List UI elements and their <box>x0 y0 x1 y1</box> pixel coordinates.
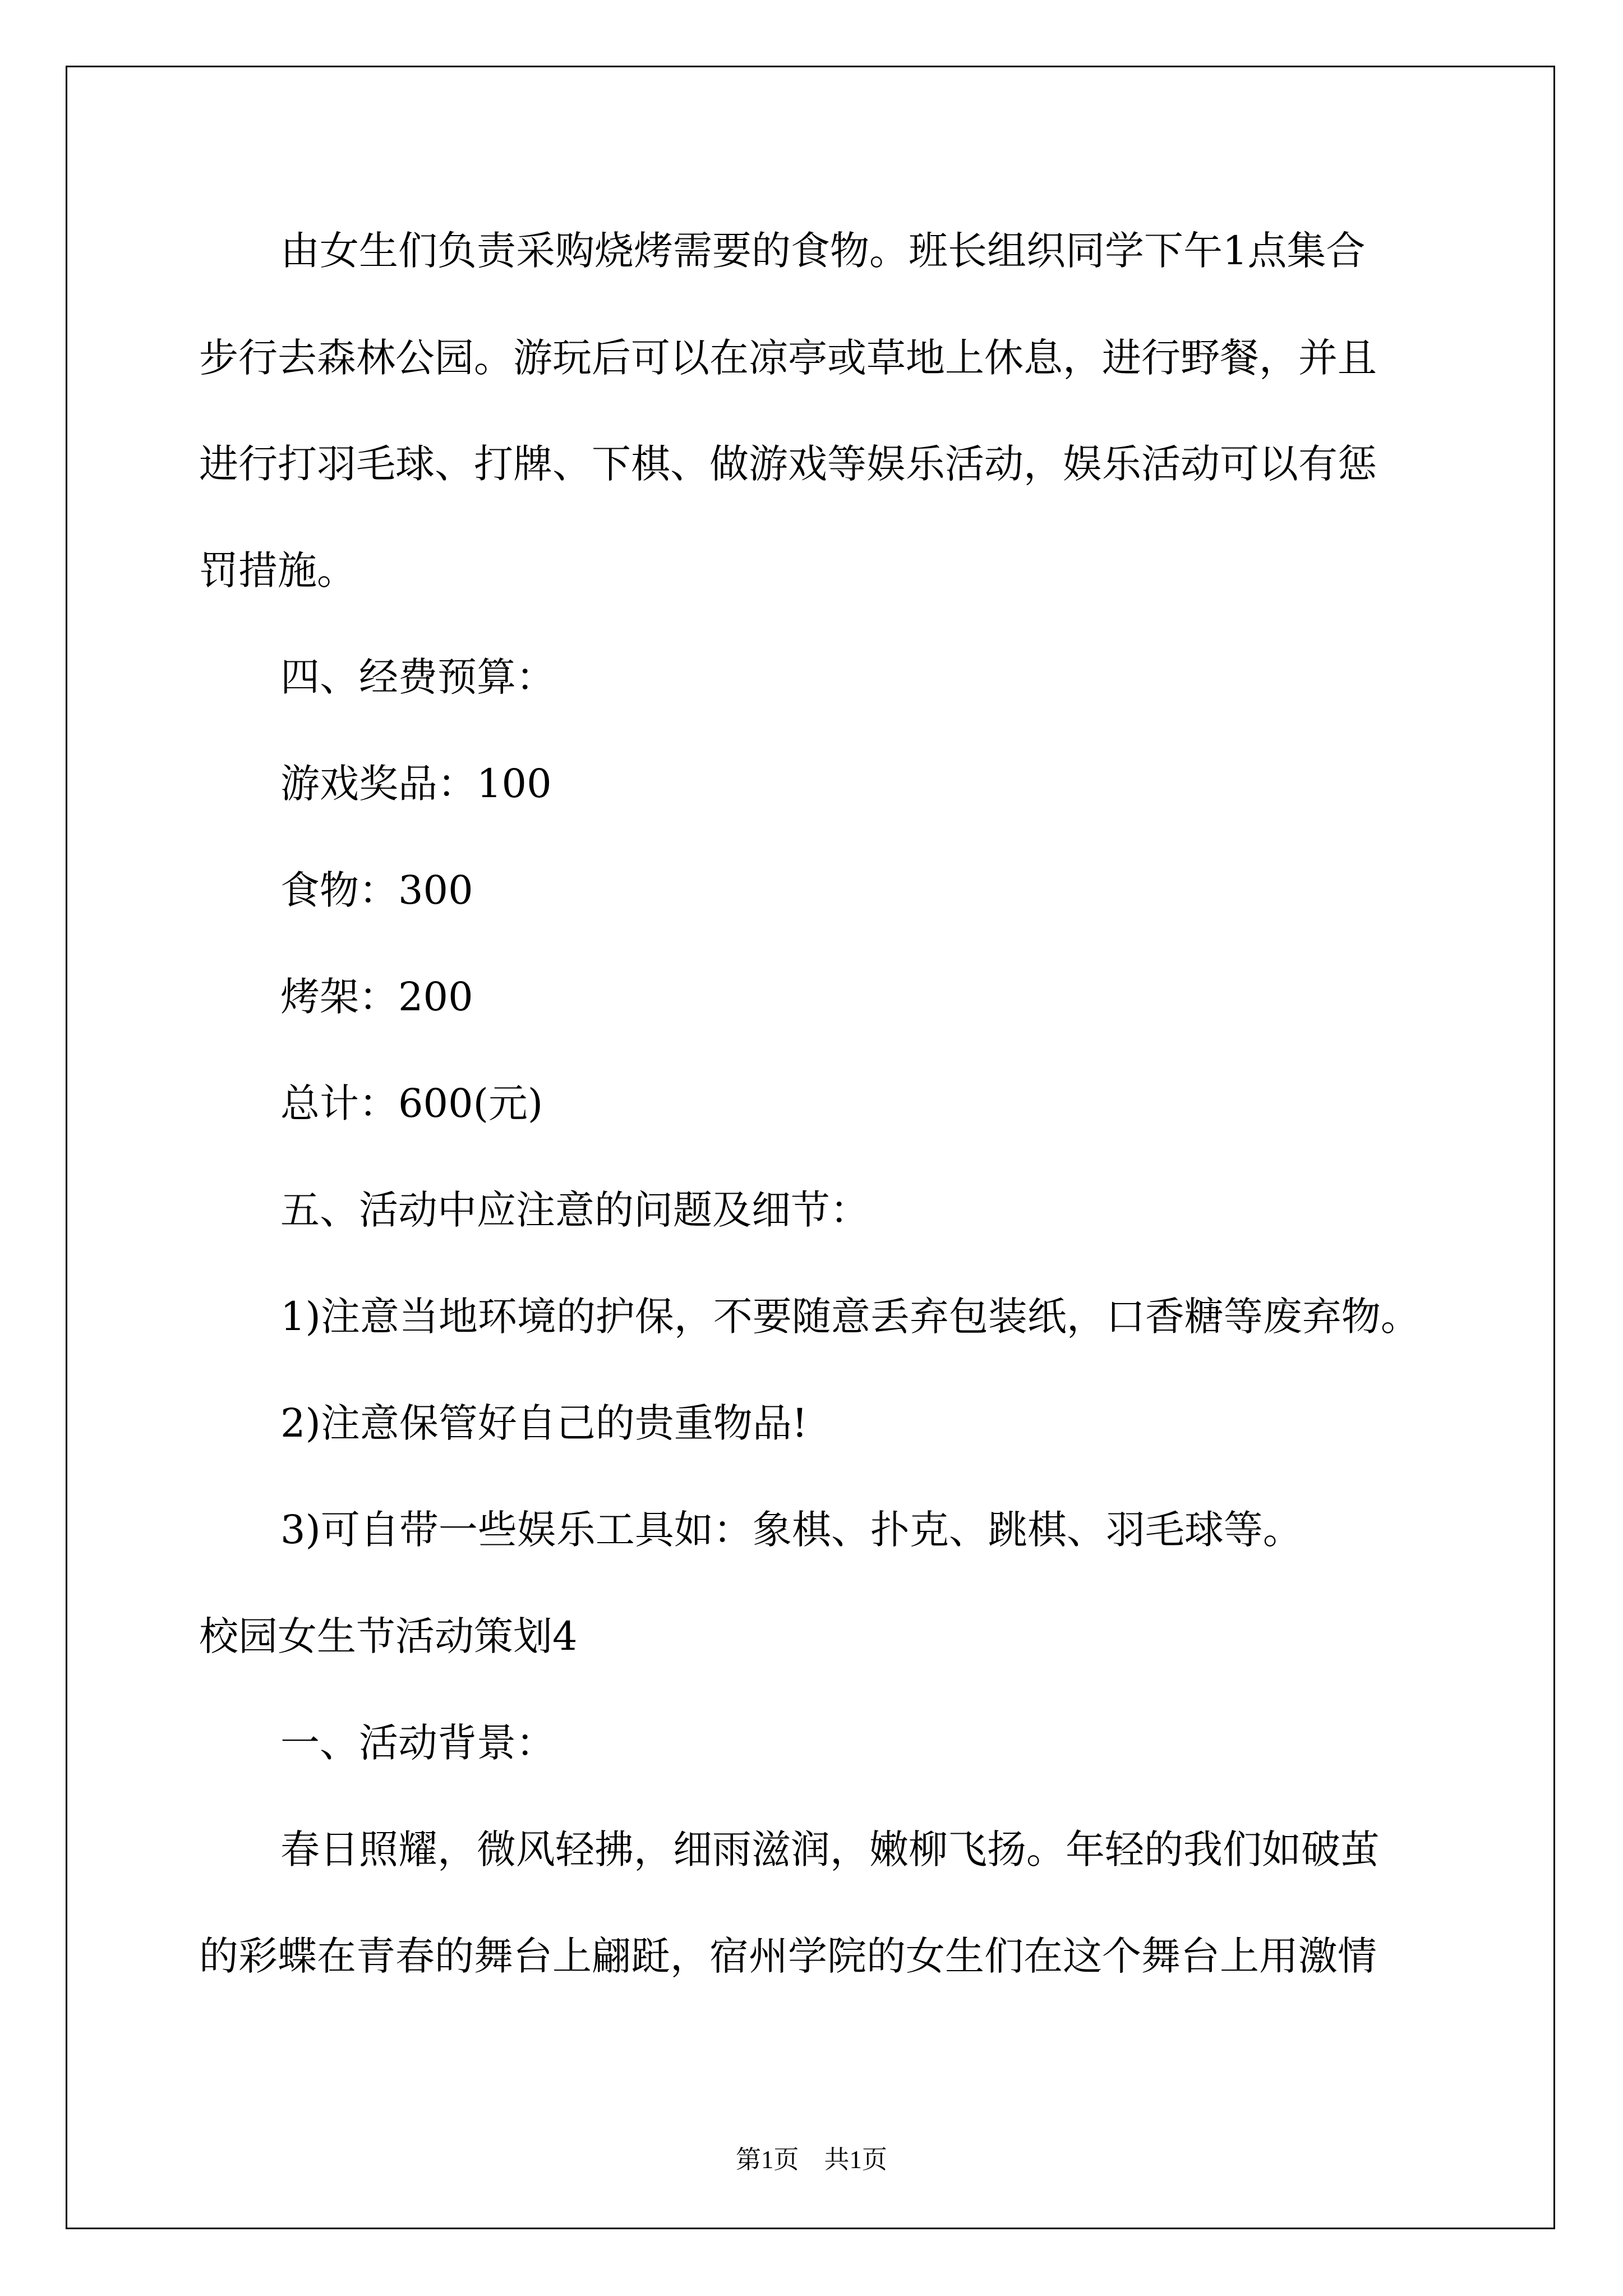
page-border <box>66 66 1555 2229</box>
budget-total: 总计：600(元) <box>280 1080 543 1126</box>
note-item: 1)注意当地环境的护保，不要随意丢弃包装纸，口香糖等废弃物。 <box>280 1294 1420 1340</box>
note-item: 2)注意保管好自己的贵重物品! <box>280 1400 808 1446</box>
page-footer: 第1页 共1页 <box>735 2146 887 2174</box>
budget-item: 食物：300 <box>280 867 473 913</box>
paragraph-line: 春日照耀，微风轻拂，细雨滋润，嫩柳飞扬。年轻的我们如破茧 <box>280 1826 1380 1872</box>
paragraph-line: 由女生们负责采购烧烤需要的食物。班长组织同学下午1点集合 <box>280 228 1366 274</box>
paragraph-line: 的彩蝶在青春的舞台上翩跹，宿州学院的女生们在这个舞台上用激情 <box>199 1933 1377 1979</box>
budget-item: 烤架：200 <box>280 974 473 1020</box>
paragraph-line: 罚措施。 <box>199 547 356 593</box>
section-heading: 一、活动背景： <box>280 1720 555 1766</box>
budget-item: 游戏奖品：100 <box>280 761 552 807</box>
note-item: 3)可自带一些娱乐工具如：象棋、扑克、跳棋、羽毛球等。 <box>280 1507 1302 1553</box>
section-heading: 五、活动中应注意的问题及细节： <box>280 1187 869 1233</box>
document-section-title: 校园女生节活动策划4 <box>199 1613 578 1659</box>
paragraph-line: 进行打羽毛球、打牌、下棋、做游戏等娱乐活动，娱乐活动可以有惩 <box>199 441 1377 487</box>
paragraph-line: 步行去森林公园。游玩后可以在凉亭或草地上休息，进行野餐，并且 <box>199 335 1377 381</box>
section-heading: 四、经费预算： <box>280 654 555 700</box>
